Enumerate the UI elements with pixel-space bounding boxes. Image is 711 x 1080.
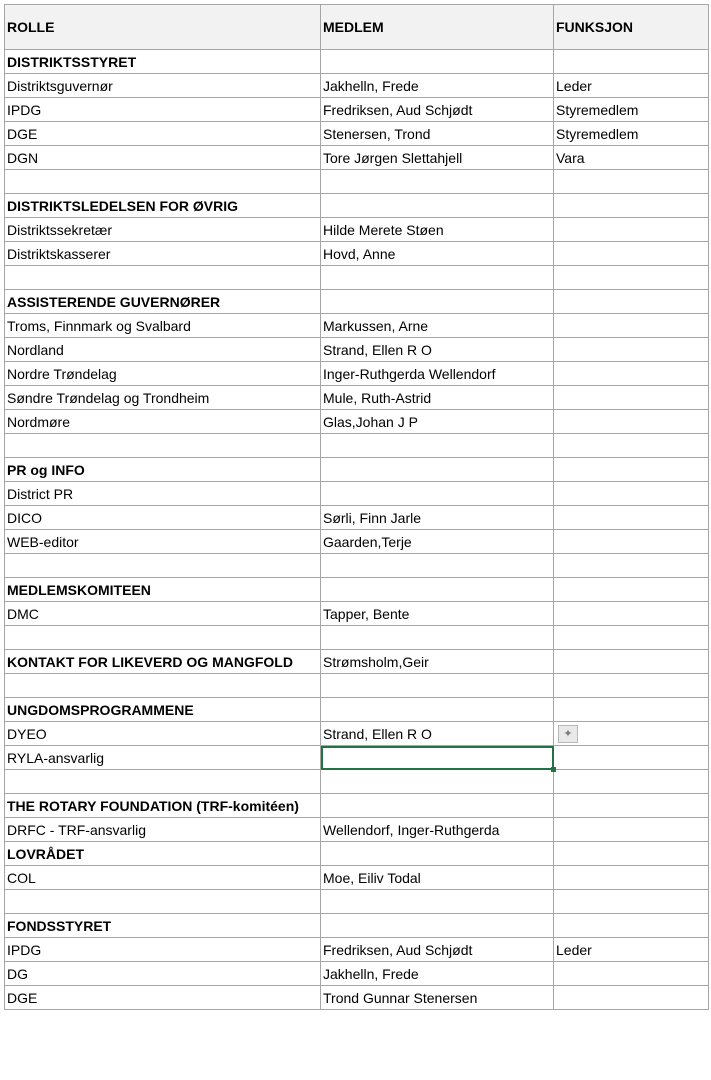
table-row bbox=[5, 746, 709, 770]
cell-text: Strømsholm,Geir bbox=[323, 654, 429, 670]
cell-rolle[interactable] bbox=[5, 314, 321, 338]
table-row bbox=[5, 962, 709, 986]
cell-funksjon[interactable] bbox=[554, 674, 709, 698]
table-row bbox=[5, 506, 709, 530]
empty-row bbox=[5, 266, 709, 290]
cell-funksjon[interactable] bbox=[554, 938, 709, 962]
cell-rolle[interactable] bbox=[5, 362, 321, 386]
cell-rolle[interactable] bbox=[5, 242, 321, 266]
cell-text: COL bbox=[7, 870, 36, 886]
cell-text: Leder bbox=[556, 78, 592, 94]
cell-funksjon[interactable] bbox=[554, 626, 709, 650]
table-row bbox=[5, 866, 709, 890]
cell-medlem[interactable] bbox=[321, 914, 554, 938]
cell-medlem[interactable] bbox=[321, 146, 554, 170]
cell-medlem[interactable] bbox=[321, 50, 554, 74]
cell-text: Wellendorf, Inger-Ruthgerda bbox=[323, 822, 500, 838]
table-row bbox=[5, 338, 709, 362]
cell-text: Hilde Merete Støen bbox=[323, 222, 444, 238]
cell-funksjon[interactable] bbox=[554, 986, 709, 1010]
table-row bbox=[5, 938, 709, 962]
cell-funksjon[interactable] bbox=[554, 506, 709, 530]
cell-rolle[interactable] bbox=[5, 482, 321, 506]
table-row bbox=[5, 74, 709, 98]
header-medlem[interactable]: MEDLEM bbox=[321, 5, 554, 50]
cell-funksjon[interactable] bbox=[554, 290, 709, 314]
cell-text: IPDG bbox=[7, 942, 42, 958]
cell-rolle[interactable] bbox=[5, 434, 321, 458]
cell-rolle[interactable] bbox=[5, 338, 321, 362]
cell-rolle[interactable] bbox=[5, 530, 321, 554]
cell-funksjon[interactable] bbox=[554, 98, 709, 122]
cell-rolle[interactable] bbox=[5, 626, 321, 650]
cell-text: DYEO bbox=[7, 726, 47, 742]
cell-rolle[interactable] bbox=[5, 914, 321, 938]
cell-text: Glas,Johan J P bbox=[323, 414, 418, 430]
cell-text: District PR bbox=[7, 486, 74, 502]
table-row bbox=[5, 146, 709, 170]
section-row bbox=[5, 842, 709, 866]
empty-row bbox=[5, 434, 709, 458]
cell-text: ASSISTERENDE GUVERNØRER bbox=[7, 294, 221, 310]
cell-medlem[interactable] bbox=[321, 338, 554, 362]
cell-funksjon[interactable] bbox=[554, 122, 709, 146]
cell-text: THE ROTARY FOUNDATION (TRF-komitéen) bbox=[7, 798, 299, 814]
cell-funksjon[interactable] bbox=[554, 530, 709, 554]
cell-text: Strand, Ellen R O bbox=[323, 726, 432, 742]
cell-medlem[interactable] bbox=[321, 890, 554, 914]
cell-rolle[interactable] bbox=[5, 938, 321, 962]
section-row bbox=[5, 578, 709, 602]
cell-medlem[interactable] bbox=[321, 938, 554, 962]
cell-medlem[interactable] bbox=[321, 770, 554, 794]
section-row bbox=[5, 194, 709, 218]
cell-rolle[interactable] bbox=[5, 146, 321, 170]
empty-row bbox=[5, 170, 709, 194]
cell-medlem[interactable] bbox=[321, 794, 554, 818]
cell-text: DRFC - TRF-ansvarlig bbox=[7, 822, 146, 838]
cell-text: FONDSSTYRET bbox=[7, 918, 112, 934]
cell-text: KONTAKT FOR LIKEVERD OG MANGFOLD bbox=[7, 654, 293, 670]
cell-rolle[interactable] bbox=[5, 506, 321, 530]
cell-rolle[interactable] bbox=[5, 698, 321, 722]
cell-text: Nordland bbox=[7, 342, 64, 358]
cell-rolle[interactable] bbox=[5, 170, 321, 194]
cell-text: Nordre Trøndelag bbox=[7, 366, 117, 382]
cell-funksjon[interactable] bbox=[554, 770, 709, 794]
cell-medlem[interactable] bbox=[321, 482, 554, 506]
cell-medlem[interactable] bbox=[321, 602, 554, 626]
table-row bbox=[5, 722, 709, 746]
cell-medlem[interactable] bbox=[321, 170, 554, 194]
table-row bbox=[5, 314, 709, 338]
table-row bbox=[5, 218, 709, 242]
cell-text: Nordmøre bbox=[7, 414, 71, 430]
cell-rolle[interactable] bbox=[5, 674, 321, 698]
cell-text: Distriktsguvernør bbox=[7, 78, 113, 94]
cell-medlem[interactable] bbox=[321, 578, 554, 602]
cell-medlem[interactable] bbox=[321, 98, 554, 122]
cell-medlem[interactable] bbox=[321, 674, 554, 698]
cell-text: Fredriksen, Aud Schjødt bbox=[323, 942, 473, 958]
spreadsheet bbox=[4, 4, 708, 1010]
cell-medlem[interactable] bbox=[321, 626, 554, 650]
table-row bbox=[5, 986, 709, 1010]
cell-rolle[interactable] bbox=[5, 98, 321, 122]
table-row bbox=[5, 242, 709, 266]
cell-text: Hovd, Anne bbox=[323, 246, 396, 262]
cell-text: Sørli, Finn Jarle bbox=[323, 510, 422, 526]
cell-medlem[interactable] bbox=[321, 650, 554, 674]
cell-rolle[interactable] bbox=[5, 218, 321, 242]
cell-funksjon[interactable] bbox=[554, 578, 709, 602]
cell-text: PR og INFO bbox=[7, 462, 85, 478]
cell-text: Strand, Ellen R O bbox=[323, 342, 432, 358]
table-row bbox=[5, 362, 709, 386]
cell-medlem[interactable] bbox=[321, 530, 554, 554]
cell-rolle[interactable] bbox=[5, 722, 321, 746]
cell-text: DMC bbox=[7, 606, 39, 622]
cell-funksjon[interactable] bbox=[554, 794, 709, 818]
table-row bbox=[5, 386, 709, 410]
cell-text: Jakhelln, Frede bbox=[323, 78, 419, 94]
cell-rolle[interactable] bbox=[5, 194, 321, 218]
cell-funksjon[interactable] bbox=[554, 602, 709, 626]
cell-funksjon[interactable] bbox=[554, 74, 709, 98]
table-row bbox=[5, 98, 709, 122]
cell-funksjon[interactable] bbox=[554, 650, 709, 674]
cell-rolle[interactable] bbox=[5, 578, 321, 602]
cell-medlem[interactable] bbox=[321, 218, 554, 242]
cell-funksjon[interactable] bbox=[554, 50, 709, 74]
cell-funksjon[interactable] bbox=[554, 194, 709, 218]
cell-text: DICO bbox=[7, 510, 42, 526]
cell-medlem[interactable] bbox=[321, 506, 554, 530]
cell-text: UNGDOMSPROGRAMMENE bbox=[7, 702, 194, 718]
cell-medlem[interactable] bbox=[321, 698, 554, 722]
cell-funksjon[interactable] bbox=[554, 434, 709, 458]
cell-funksjon[interactable] bbox=[554, 242, 709, 266]
section-row bbox=[5, 914, 709, 938]
empty-row bbox=[5, 890, 709, 914]
cell-funksjon[interactable] bbox=[554, 914, 709, 938]
cell-rolle[interactable] bbox=[5, 890, 321, 914]
cell-text: DGN bbox=[7, 150, 39, 166]
quick-analysis-icon[interactable]: ✦ bbox=[558, 725, 578, 743]
cell-funksjon[interactable] bbox=[554, 722, 709, 746]
cell-funksjon[interactable] bbox=[554, 890, 709, 914]
header-row bbox=[5, 5, 709, 50]
cell-rolle[interactable] bbox=[5, 386, 321, 410]
cell-text: DG bbox=[7, 966, 28, 982]
cell-rolle[interactable] bbox=[5, 50, 321, 74]
cell-rolle[interactable] bbox=[5, 866, 321, 890]
cell-medlem[interactable] bbox=[321, 266, 554, 290]
cell-funksjon[interactable] bbox=[554, 818, 709, 842]
cell-medlem[interactable] bbox=[321, 74, 554, 98]
cell-medlem[interactable] bbox=[321, 314, 554, 338]
empty-row bbox=[5, 626, 709, 650]
table-row bbox=[5, 410, 709, 434]
cell-funksjon[interactable] bbox=[554, 338, 709, 362]
cell-rolle[interactable] bbox=[5, 818, 321, 842]
cell-text: Markussen, Arne bbox=[323, 318, 429, 334]
cell-rolle[interactable] bbox=[5, 266, 321, 290]
cell-rolle[interactable] bbox=[5, 602, 321, 626]
cell-text: Stenersen, Trond bbox=[323, 126, 431, 142]
cell-funksjon[interactable] bbox=[554, 746, 709, 770]
cell-medlem[interactable] bbox=[321, 818, 554, 842]
cell-text: Distriktskasserer bbox=[7, 246, 111, 262]
cell-funksjon[interactable] bbox=[554, 386, 709, 410]
cell-text: Distriktssekretær bbox=[7, 222, 113, 238]
table-row bbox=[5, 818, 709, 842]
cell-medlem[interactable] bbox=[321, 722, 554, 746]
cell-medlem[interactable] bbox=[321, 242, 554, 266]
cell-funksjon[interactable] bbox=[554, 962, 709, 986]
cell-medlem[interactable] bbox=[321, 986, 554, 1010]
cell-medlem[interactable] bbox=[321, 746, 554, 770]
cell-funksjon[interactable] bbox=[554, 842, 709, 866]
cell-funksjon[interactable] bbox=[554, 866, 709, 890]
cell-rolle[interactable] bbox=[5, 650, 321, 674]
cell-funksjon[interactable] bbox=[554, 266, 709, 290]
cell-text: Troms, Finnmark og Svalbard bbox=[7, 318, 191, 334]
cell-text: Gaarden,Terje bbox=[323, 534, 412, 550]
cell-rolle[interactable] bbox=[5, 746, 321, 770]
cell-rolle[interactable] bbox=[5, 74, 321, 98]
cell-text: DISTRIKTSLEDELSEN FOR ØVRIG bbox=[7, 198, 239, 214]
section-row bbox=[5, 794, 709, 818]
cell-medlem[interactable] bbox=[321, 410, 554, 434]
cell-text: Tapper, Bente bbox=[323, 606, 410, 622]
cell-funksjon[interactable] bbox=[554, 554, 709, 578]
cell-medlem[interactable] bbox=[321, 842, 554, 866]
empty-row bbox=[5, 770, 709, 794]
cell-funksjon[interactable] bbox=[554, 410, 709, 434]
header-rolle[interactable]: ROLLE bbox=[5, 5, 321, 50]
cell-rolle[interactable] bbox=[5, 962, 321, 986]
cell-medlem[interactable] bbox=[321, 362, 554, 386]
section-row bbox=[5, 458, 709, 482]
cell-text: Leder bbox=[556, 942, 592, 958]
cell-text: LOVRÅDET bbox=[7, 846, 84, 862]
cell-funksjon[interactable] bbox=[554, 458, 709, 482]
section-row bbox=[5, 698, 709, 722]
cell-medlem[interactable] bbox=[321, 386, 554, 410]
cell-text: Styremedlem bbox=[556, 102, 639, 118]
cell-text: Fredriksen, Aud Schjødt bbox=[323, 102, 473, 118]
cell-text: Inger-Ruthgerda Wellendorf bbox=[323, 366, 496, 382]
cell-text: IPDG bbox=[7, 102, 42, 118]
cell-text: RYLA-ansvarlig bbox=[7, 750, 105, 766]
cell-medlem[interactable] bbox=[321, 290, 554, 314]
cell-funksjon[interactable] bbox=[554, 314, 709, 338]
cell-medlem[interactable] bbox=[321, 554, 554, 578]
cell-text: Tore Jørgen Slettahjell bbox=[323, 150, 463, 166]
cell-funksjon[interactable] bbox=[554, 362, 709, 386]
header-funksjon[interactable]: FUNKSJON bbox=[554, 5, 709, 50]
table-row bbox=[5, 602, 709, 626]
cell-text: DGE bbox=[7, 990, 38, 1006]
cell-text: Styremedlem bbox=[556, 126, 639, 142]
cell-text: DGE bbox=[7, 126, 38, 142]
cell-funksjon[interactable] bbox=[554, 482, 709, 506]
cell-text: DISTRIKTSSTYRET bbox=[7, 54, 137, 70]
cell-medlem[interactable] bbox=[321, 962, 554, 986]
cell-text: Jakhelln, Frede bbox=[323, 966, 419, 982]
cell-rolle[interactable] bbox=[5, 770, 321, 794]
cell-text: Trond Gunnar Stenersen bbox=[323, 990, 478, 1006]
cell-funksjon[interactable] bbox=[554, 146, 709, 170]
cell-funksjon[interactable] bbox=[554, 218, 709, 242]
cell-rolle[interactable] bbox=[5, 842, 321, 866]
cell-medlem[interactable] bbox=[321, 458, 554, 482]
section-row bbox=[5, 290, 709, 314]
cell-rolle[interactable] bbox=[5, 458, 321, 482]
cell-text: Mule, Ruth-Astrid bbox=[323, 390, 432, 406]
table-row bbox=[5, 482, 709, 506]
cell-funksjon[interactable] bbox=[554, 170, 709, 194]
cell-rolle[interactable] bbox=[5, 122, 321, 146]
cell-medlem[interactable] bbox=[321, 194, 554, 218]
section-row bbox=[5, 50, 709, 74]
cell-medlem[interactable] bbox=[321, 434, 554, 458]
table-row bbox=[5, 122, 709, 146]
cell-text: MEDLEMSKOMITEEN bbox=[7, 582, 151, 598]
cell-text: Moe, Eiliv Todal bbox=[323, 870, 421, 886]
cell-text: WEB-editor bbox=[7, 534, 79, 550]
cell-rolle[interactable] bbox=[5, 986, 321, 1010]
empty-row bbox=[5, 554, 709, 578]
cell-rolle[interactable] bbox=[5, 290, 321, 314]
role-table bbox=[4, 4, 709, 1010]
cell-text: Søndre Trøndelag og Trondheim bbox=[7, 390, 210, 406]
cell-text: Vara bbox=[556, 150, 585, 166]
section-row bbox=[5, 650, 709, 674]
empty-row bbox=[5, 674, 709, 698]
cell-rolle[interactable] bbox=[5, 554, 321, 578]
cell-medlem[interactable] bbox=[321, 866, 554, 890]
cell-funksjon[interactable] bbox=[554, 698, 709, 722]
cell-medlem[interactable] bbox=[321, 122, 554, 146]
cell-rolle[interactable] bbox=[5, 794, 321, 818]
cell-rolle[interactable] bbox=[5, 410, 321, 434]
table-row bbox=[5, 530, 709, 554]
